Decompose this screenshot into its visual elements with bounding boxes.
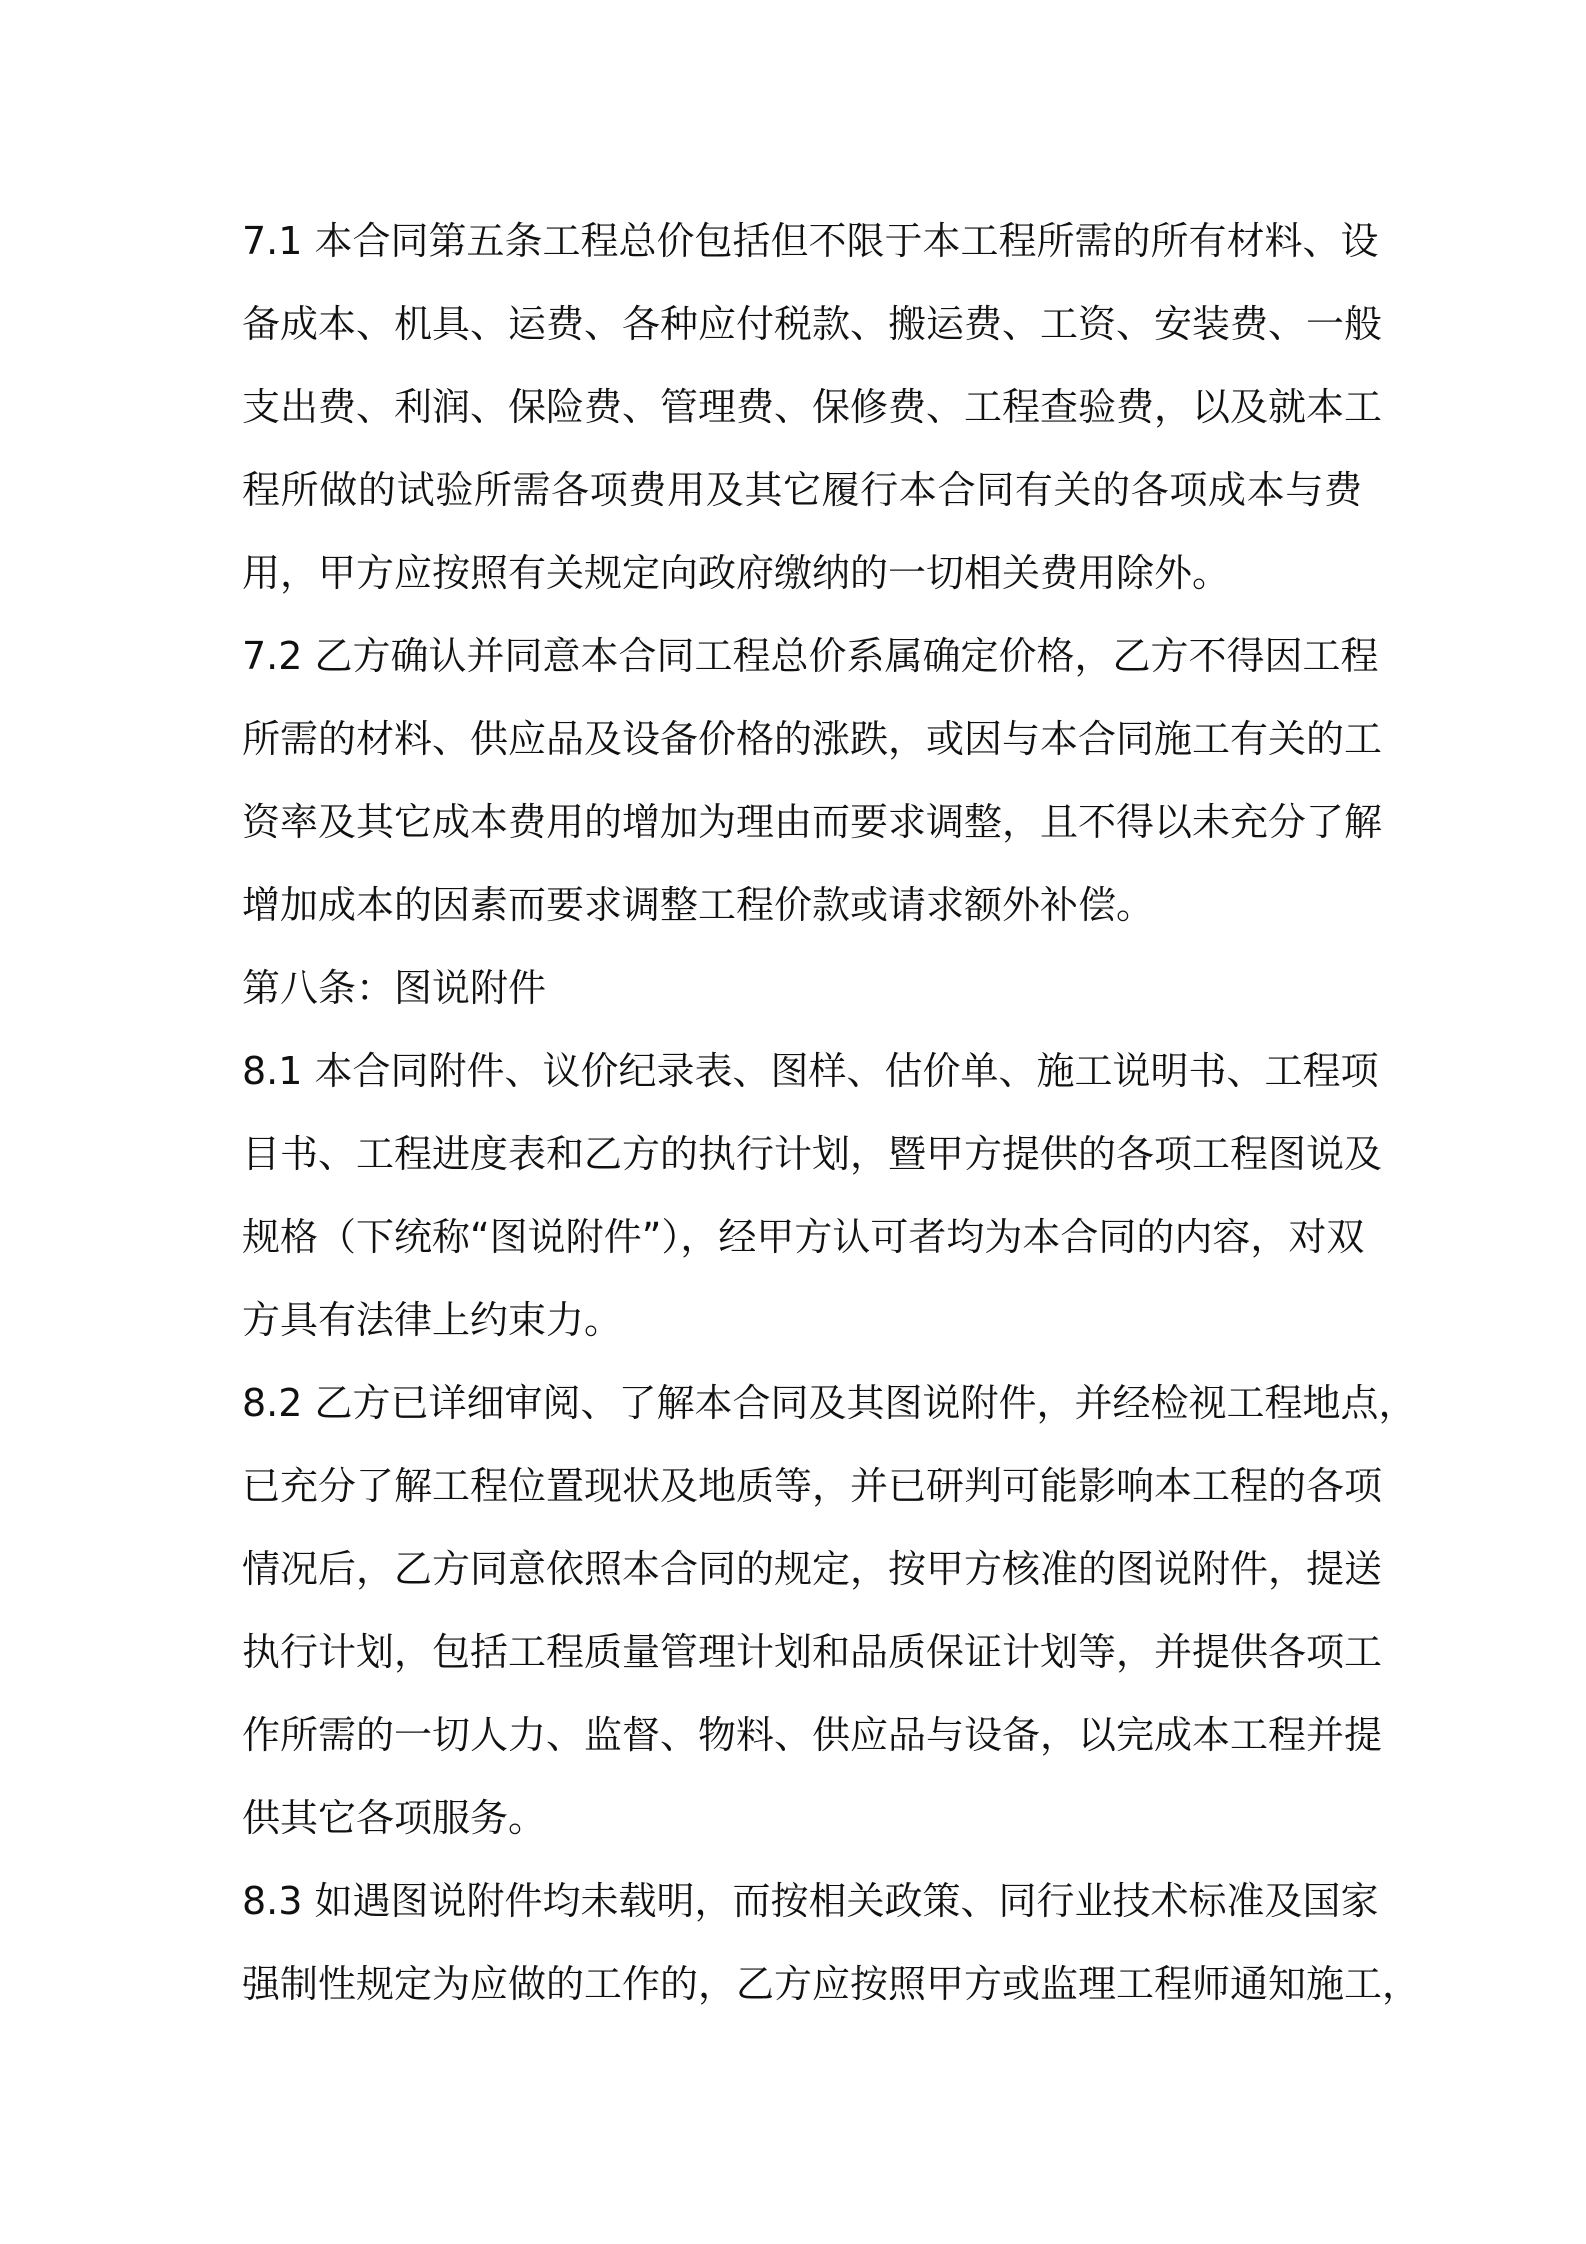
section-heading: 第八条：图说附件 [242, 966, 547, 1010]
text-line: 供其它各项服务。 [242, 1796, 547, 1840]
text-line: 8.1 本合同附件、议价纪录表、图样、估价单、施工说明书、工程项 [242, 1049, 1379, 1093]
text-line: 执行计划，包括工程质量管理计划和品质保证计划等，并提供各项工 [242, 1630, 1383, 1674]
text-line: 情况后，乙方同意依照本合同的规定，按甲方核准的图说附件，提送 [242, 1547, 1383, 1591]
text-line: 强制性规定为应做的工作的，乙方应按照甲方或监理工程师通知施工， [242, 1962, 1421, 2006]
text-line: 作所需的一切人力、监督、物料、供应品与设备，以完成本工程并提 [242, 1713, 1383, 1757]
text-line: 7.2 乙方确认并同意本合同工程总价系属确定价格，乙方不得因工程 [242, 634, 1379, 678]
text-line: 支出费、利润、保险费、管理费、保修费、工程查验费，以及就本工 [242, 385, 1383, 429]
text-line: 用，甲方应按照有关规定向政府缴纳的一切相关费用除外。 [242, 551, 1231, 595]
text-line: 规格（下统称“图说附件”），经甲方认可者均为本合同的内容，对双 [242, 1215, 1365, 1259]
text-line: 增加成本的因素而要求调整工程价款或请求额外补偿。 [242, 883, 1155, 927]
text-line: 所需的材料、供应品及设备价格的涨跌，或因与本合同施工有关的工 [242, 717, 1383, 761]
text-line: 8.2 乙方已详细审阅、了解本合同及其图说附件，并经检视工程地点， [242, 1381, 1417, 1425]
text-line: 备成本、机具、运费、各种应付税款、搬运费、工资、安装费、一般 [242, 302, 1383, 346]
text-line: 7.1 本合同第五条工程总价包括但不限于本工程所需的所有材料、设 [242, 219, 1379, 263]
text-line: 程所做的试验所需各项费用及其它履行本合同有关的各项成本与费 [242, 468, 1362, 512]
text-line: 资率及其它成本费用的增加为理由而要求调整，且不得以未充分了解 [242, 800, 1383, 844]
text-line: 8.3 如遇图说附件均未载明，而按相关政策、同行业技术标准及国家 [242, 1879, 1379, 1923]
text-line: 目书、工程进度表和乙方的执行计划，暨甲方提供的各项工程图说及 [242, 1132, 1383, 1176]
text-line: 已充分了解工程位置现状及地质等，并已研判可能影响本工程的各项 [242, 1464, 1383, 1508]
document-page [242, 200, 1421, 2026]
text-line: 方具有法律上约束力。 [242, 1298, 623, 1342]
